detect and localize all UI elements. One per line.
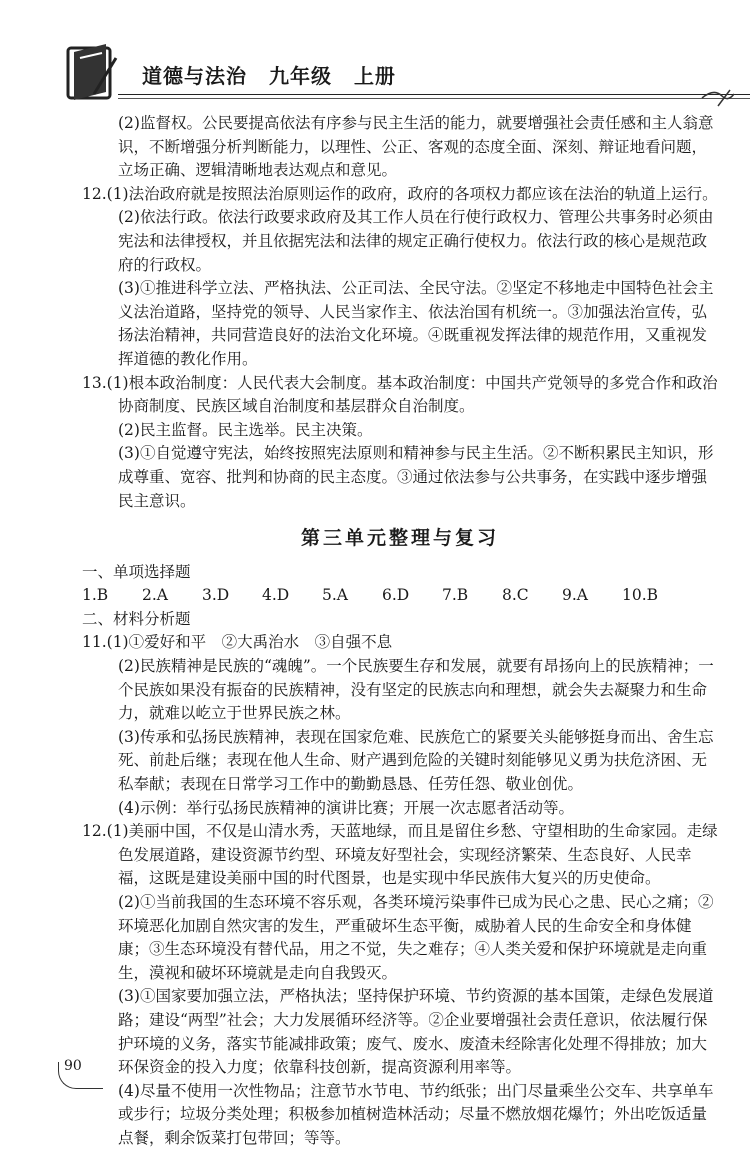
paragraph: (2)依法行政。依法行政要求政府及其工作人员在行使行政权力、管理公共事务时必须由宪法和法律授权，并且依据宪法和法律的规定正确行使权力。依法行政的核心是规范政府的行政权。 bbox=[118, 208, 714, 274]
paragraph: (3)①推进科学立法、严格执法、公正司法、全民守法。②坚定不移地走中国特色社会主义法治道路，坚持党的领导、人民当家作主、依法治国有机统一。③加强法治宣传，弘扬法治精神，共同营造良好的法治文化环境。④既重视发挥法律的规范作用，又重视发挥道德的教化作用。 bbox=[118, 279, 714, 368]
paragraph: (3)传承和弘扬民族精神，表现在国家危难、民族危亡的紧要关头能够挺身而出、舍生忘死、前赴后继；表现在他人生命、财产遇到危险的关键时刻能够见义勇为扶危济困、无私奉献；表现在日常学习工作中的勤勤恳恳、任劳任怨、敬业创优。 bbox=[118, 727, 714, 794]
paragraph: 12.(1)美丽中国，不仅是山清水秀，天蓝地绿，而且是留住乡愁、守望相助的生命家园。走绿色发展道路，建设资源节约型、环境友好型社会，实现经济繁荣、生态良好、人民幸福，这既是建设美丽中国的时代图景，也是实现中华民族伟大复兴的历史使命。 bbox=[82, 822, 718, 888]
answer-item: 5.A bbox=[322, 586, 348, 605]
header-rule bbox=[118, 94, 750, 95]
paragraph: (3)①自觉遵守宪法，始终按照宪法原则和精神参与民主生活。②不断积累民主知识，形成尊重、宽容、批判和协商的民主态度。③通过依法参与公共事务，在实践中逐步增强民主意识。 bbox=[118, 444, 714, 510]
paragraph: 11.(1)①爱好和平 ②大禹治水 ③自强不息 bbox=[82, 633, 393, 652]
page-number: 90 bbox=[64, 1058, 82, 1074]
header-subject: 道德与法治 bbox=[142, 64, 247, 88]
answer-item: 10.B bbox=[622, 586, 659, 605]
section-title: 第三单元整理与复习 bbox=[300, 527, 499, 550]
header-grade: 九年级 bbox=[268, 64, 332, 88]
page-header bbox=[60, 38, 730, 108]
pen-decoration-icon bbox=[700, 84, 736, 114]
answer-item: 8.C bbox=[502, 586, 529, 605]
paragraph: (4)尽量不使用一次性物品；注意节水节电、节约纸张；出门尽量乘坐公交车、共享单车或步行；垃圾分类处理；积极参加植树造林活动；尽量不燃放烟花爆竹；外出吃饭适量点餐，剩余饭菜打包带回；等等。 bbox=[118, 1081, 714, 1147]
paragraph: 12.(1)法治政府就是按照法治原则运作的政府，政府的各项权力都应该在法治的轨道上运行。 bbox=[82, 184, 718, 203]
answer-item: 7.B bbox=[442, 586, 469, 605]
answer-item: 2.A bbox=[142, 586, 168, 605]
document-body bbox=[82, 112, 718, 1151]
paragraph: (2)监督权。公民要提高依法有序参与民主生活的能力，就要增强社会责任感和主人翁意识，不断增强分析判断能力，以理性、公正、客观的态度全面、深刻、辩证地看问题，立场正确、逻辑清晰地表达观点和意见。 bbox=[118, 114, 714, 180]
paragraph: (4)示例：举行弘扬民族精神的演讲比赛；开展一次志愿者活动等。 bbox=[118, 798, 574, 817]
answer-item: 6.D bbox=[382, 586, 410, 605]
header-title bbox=[142, 60, 410, 89]
paragraph: (2)民主监督。民主选举。民主决策。 bbox=[118, 420, 373, 439]
bottom-answers bbox=[82, 631, 718, 1150]
header-volume: 上册 bbox=[353, 64, 396, 88]
part2-heading: 二、材料分析题 bbox=[82, 609, 191, 628]
paragraph: (2)民族精神是民族的“魂魄”。一个民族要生存和发展，就要有昂扬向上的民族精神；一个民族如果没有振奋的民族精神，没有坚定的民族志向和理想，就会失去凝聚力和生命力，就难以屹立于世界民族之林。 bbox=[118, 657, 714, 723]
paragraph: (2)①当前我国的生态环境不容乐观，各类环境污染事件已成为民心之患、民心之痛；②环境恶化加剧自然灾害的发生，严重破坏生态平衡，威胁着人民的生命安全和身体健康；③生态环境没有替代品，用之不觉，失之难存；④人类关爱和保护环境就是走向重生，漠视和破坏环境就是走向自我毁灭。 bbox=[118, 893, 714, 982]
answer-item: 3.D bbox=[202, 586, 230, 605]
paragraph: 13.(1)根本政治制度：人民代表大会制度。基本政治制度：中国共产党领导的多党合作和政治协商制度、民族区域自治制度和基层群众自治制度。 bbox=[82, 373, 718, 416]
part1-heading: 一、单项选择题 bbox=[82, 562, 191, 581]
choice-answers bbox=[82, 584, 718, 608]
answer-item: 4.D bbox=[262, 586, 290, 605]
paragraph: (3)①国家要加强立法，严格执法；坚持保护环境、节约资源的基本国策，走绿色发展道路；建设“两型”社会；大力发展循环经济等。②企业要增强社会责任意识，依法履行保护环境的义务，落实节能减排政策；废气、废水、废渣未经除害化处理不得排放；加大环保资金的投入力度；依靠科技创新，提高资源利用率等。 bbox=[118, 987, 714, 1077]
header-rule-thin bbox=[118, 98, 750, 99]
answer-item: 9.A bbox=[562, 586, 588, 605]
top-answers bbox=[82, 112, 718, 513]
answer-item: 1.B bbox=[82, 586, 109, 605]
